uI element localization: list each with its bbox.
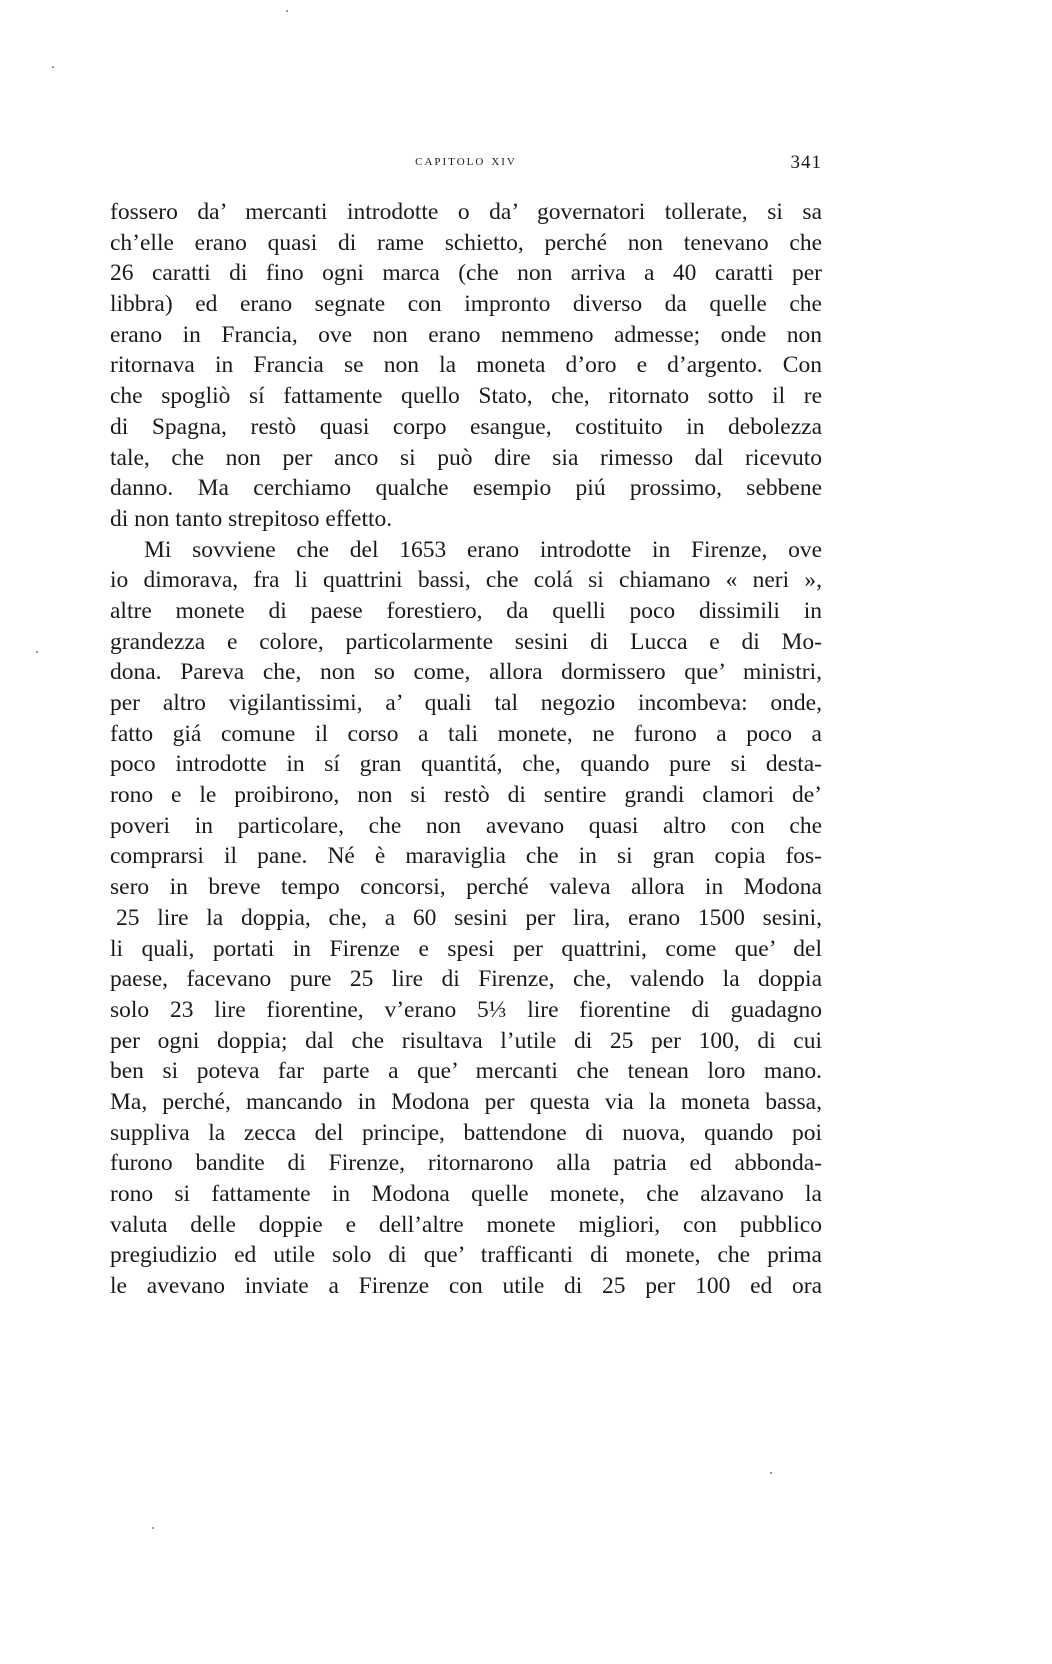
- text-line: fatto giá comune il corso a tali monete, ne furono a poco a: [110, 720, 822, 747]
- paragraph: [110, 197, 822, 535]
- text-line: sero in breve tempo concorsi, perché valeva allora in Modona: [110, 874, 822, 901]
- text-line: altre monete di paese forestiero, da quelli poco dissimili in: [110, 597, 822, 624]
- text-line: solo 23 lire fiorentine, v’erano 5⅓ lire fiorentine di guadagno: [110, 996, 822, 1023]
- text-line: 25 lire la doppia, che, a 60 sesini per lira, erano 1500 sesini,: [116, 904, 822, 931]
- text-line: Mi sovviene che del 1653 erano introdotte in Firenze, ove: [144, 536, 822, 563]
- scan-speck: [770, 1472, 772, 1474]
- text-line: danno. Ma cerchiamo qualche esempio piú prossimo, sebbene: [110, 475, 822, 502]
- text-line: comprarsi il pane. Né è maraviglia che in si gran copia fos-: [110, 843, 822, 870]
- text-line: di non tanto strepitoso effetto.: [110, 505, 393, 532]
- text-line: le avevano inviate a Firenze con utile di 25 per 100 ed ora: [110, 1273, 822, 1300]
- scan-speck: [52, 66, 54, 68]
- text-line: ritornava in Francia se non la moneta d’oro e d’argento. Con: [110, 352, 822, 379]
- text-line: dona. Pareva che, non so come, allora dormissero que’ ministri,: [110, 659, 822, 686]
- text-line: ch’elle erano quasi di rame schietto, perché non tenevano che: [110, 229, 822, 256]
- page-number: 341: [790, 152, 822, 173]
- text-line: poco introdotte in sí gran quantitá, che, quando pure si desta-: [110, 751, 822, 778]
- running-head: [110, 152, 822, 182]
- text-line: rono si fattamente in Modona quelle monete, che alzavano la: [110, 1181, 822, 1207]
- text-line: rono e le proibirono, non si restò di sentire grandi clamori de’: [110, 782, 822, 809]
- text-line: li quali, portati in Firenze e spesi per quattrini, come que’ del: [110, 935, 822, 962]
- text-line: 26 caratti di fino ogni marca (che non arriva a 40 caratti per: [110, 260, 822, 287]
- text-line: poveri in particolare, che non avevano quasi altro con che: [110, 812, 822, 839]
- text-line: io dimorava, fra li quattrini bassi, che colá si chiamano « neri »,: [110, 567, 822, 594]
- text-line: fossero da’ mercanti introdotte o da’ governatori tollerate, si sa: [110, 199, 822, 225]
- text-line: per altro vigilantissimi, a’ quali tal negozio incombeva: onde,: [110, 690, 822, 716]
- text-line: grandezza e colore, particolarmente sesini di Lucca e di Mo-: [110, 628, 822, 655]
- text-line: che spogliò sí fattamente quello Stato, che, ritornato sotto il re: [110, 383, 822, 410]
- scan-speck: [152, 1527, 154, 1529]
- text-line: paese, facevano pure 25 lire di Firenze, che, valendo la doppia: [110, 966, 822, 993]
- text-line: furono bandite di Firenze, ritornarono alla patria ed abbonda-: [110, 1150, 822, 1177]
- text-line: ben si poteva far parte a que’ mercanti che tenean loro mano.: [110, 1058, 822, 1085]
- text-line: pregiudizio ed utile solo di que’ trafficanti di monete, che prima: [110, 1242, 822, 1269]
- text-line: erano in Francia, ove non erano nemmeno admesse; onde non: [110, 321, 822, 348]
- text-line: suppliva la zecca del principe, battendone di nuova, quando poi: [110, 1119, 822, 1146]
- scan-speck: [36, 651, 38, 653]
- text-line: Ma, perché, mancando in Modona per questa via la moneta bassa,: [110, 1088, 822, 1115]
- text-line: tale, che non per anco si può dire sia rimesso dal ricevuto: [110, 444, 822, 471]
- paragraph: [110, 535, 822, 1302]
- chapter-title: capitolo xiv: [415, 152, 517, 169]
- text-line: per ogni doppia; dal che risultava l’utile di 25 per 100, di cui: [110, 1027, 822, 1054]
- text-line: libbra) ed erano segnate con impronto diverso da quelle che: [110, 291, 822, 318]
- body-text: [110, 197, 822, 1302]
- text-line: di Spagna, restò quasi corpo esangue, costituito in debolezza: [110, 413, 822, 440]
- scan-speck: [286, 10, 288, 12]
- text-line: valuta delle doppie e dell’altre monete migliori, con pubblico: [110, 1211, 822, 1238]
